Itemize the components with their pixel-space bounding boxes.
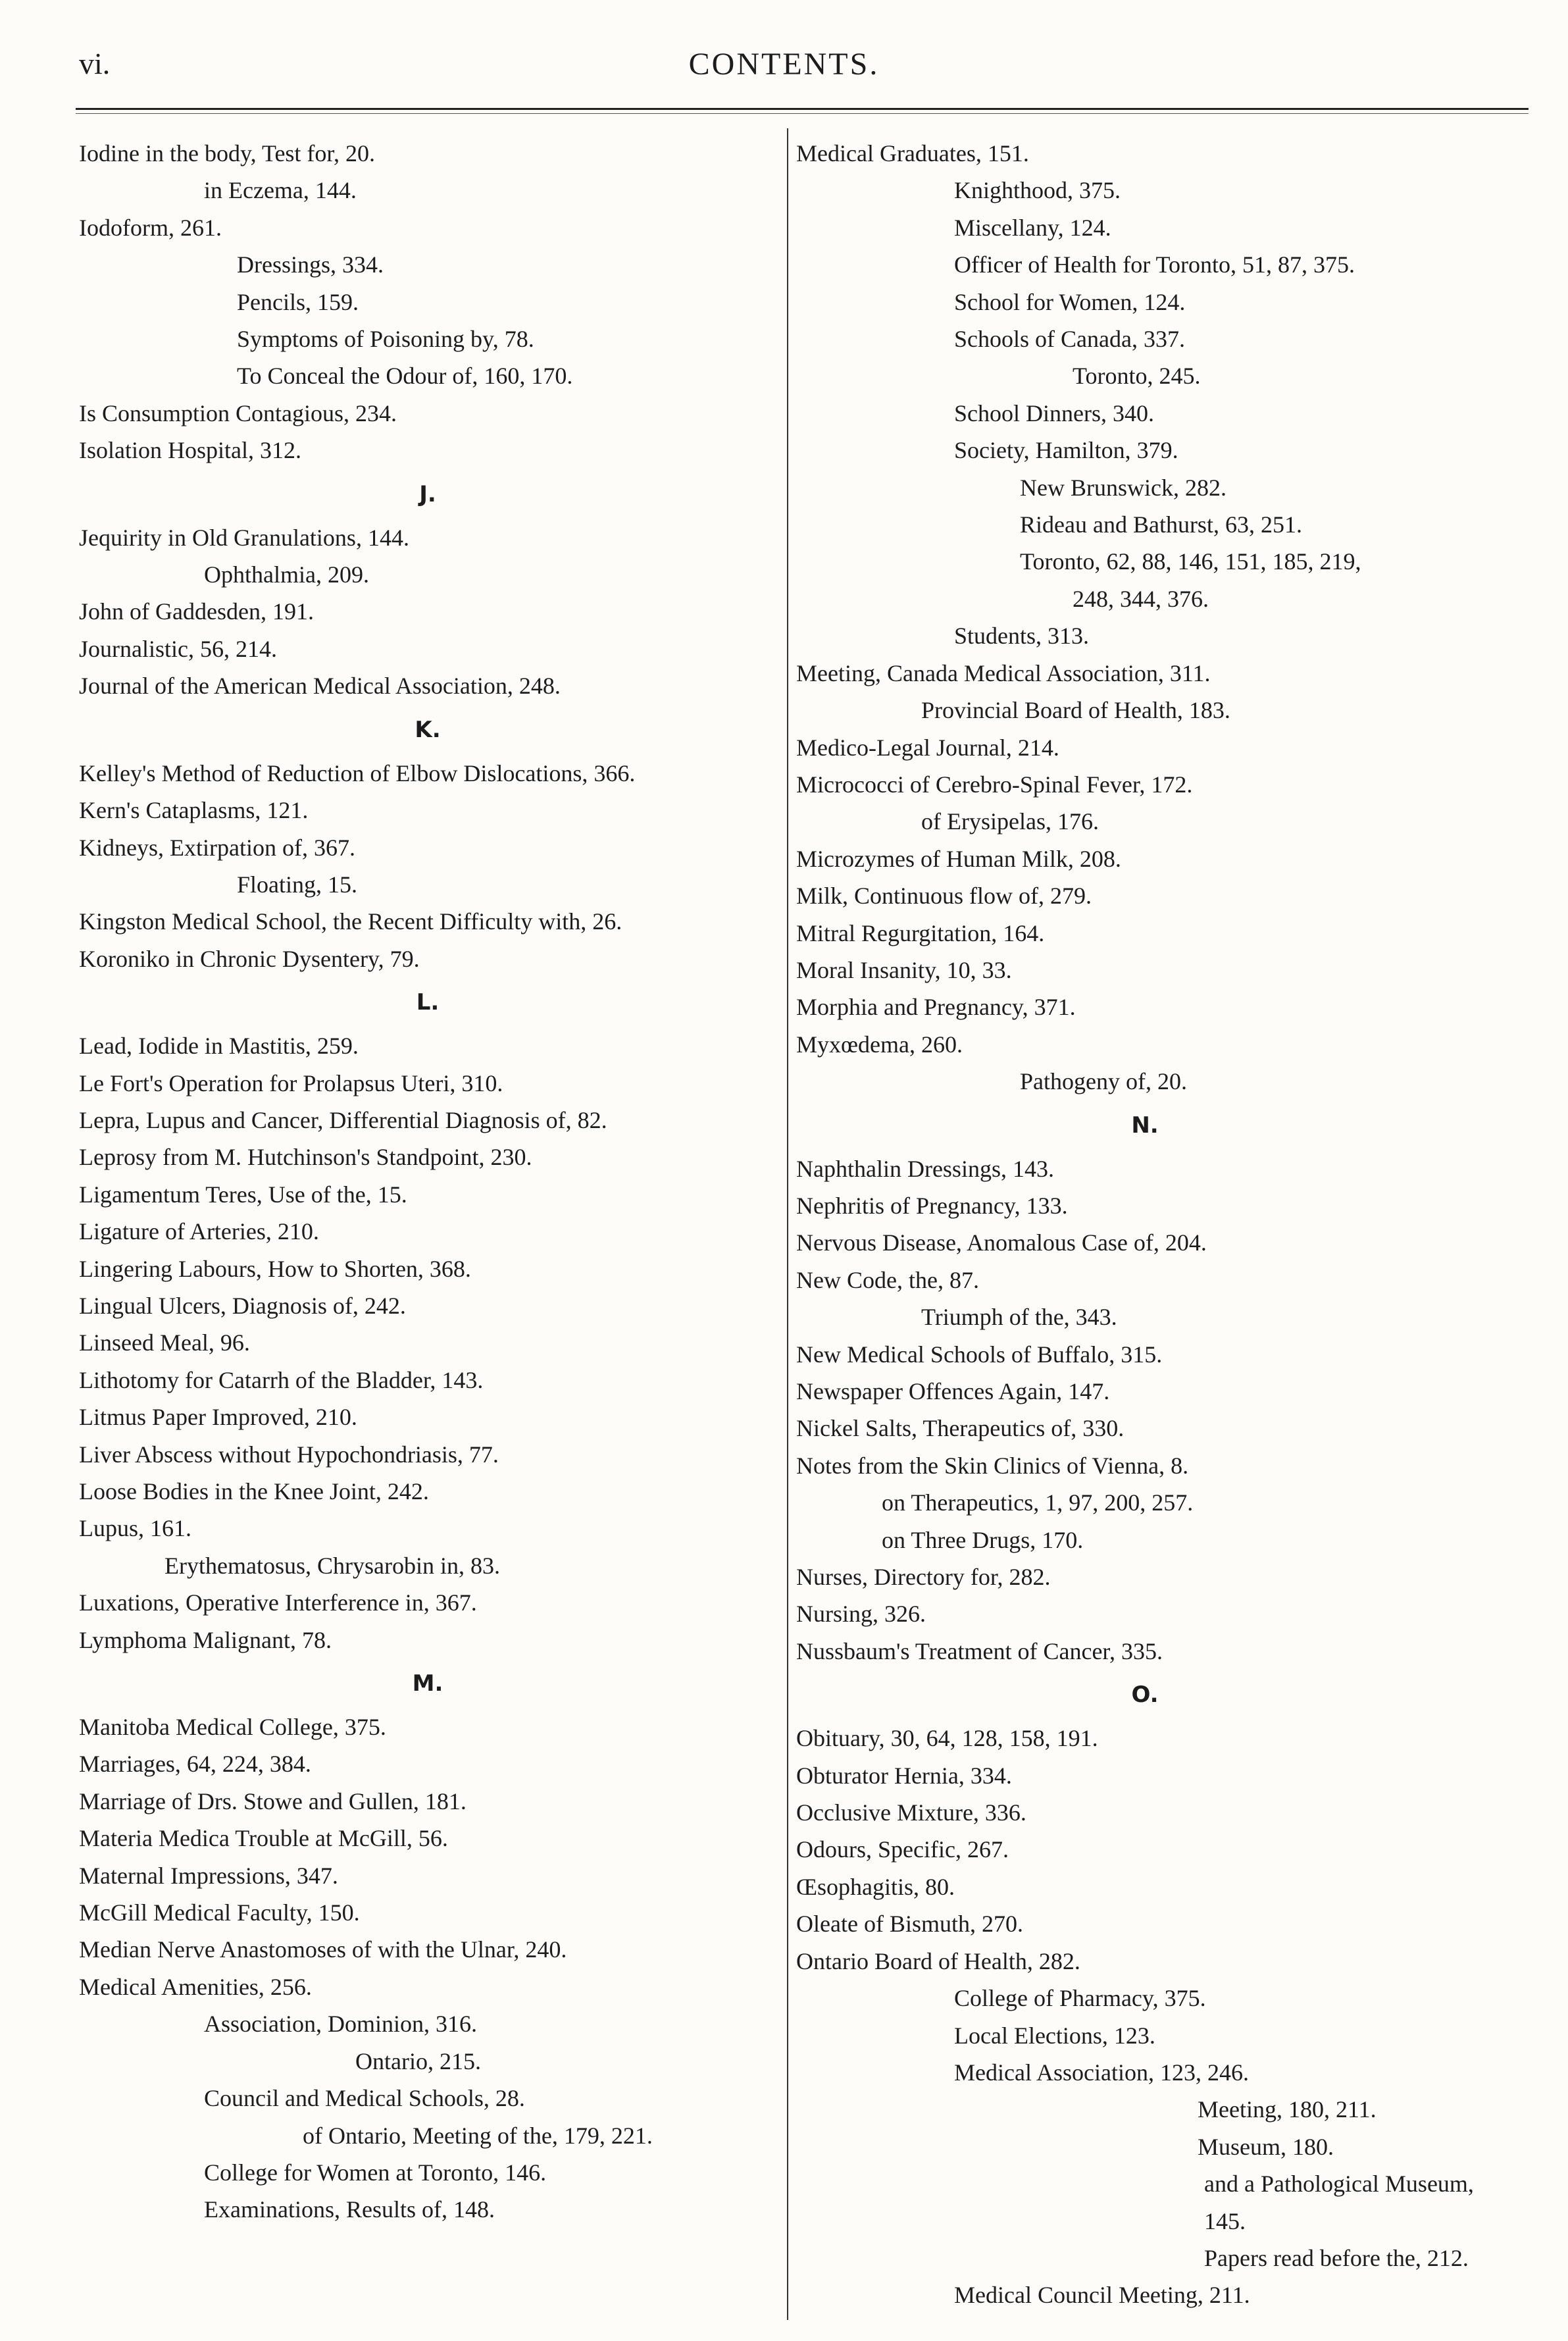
index-entry: Le Fort's Operation for Prolapsus Uteri, 310.: [79, 1069, 503, 1096]
index-subentry: Knighthood, 375.: [954, 177, 1121, 204]
index-subentry: Papers read before the, 212.: [1204, 2244, 1469, 2271]
section-letter-heading: O.: [1131, 1682, 1159, 1709]
index-subentry: Officer of Health for Toronto, 51, 87, 375.: [954, 251, 1355, 278]
index-entry: Kern's Cataplasms, 121.: [79, 797, 309, 824]
index-entry: Koroniko in Chronic Dysentery, 79.: [79, 945, 420, 972]
index-subentry: Medical Association, 123, 246.: [954, 2059, 1249, 2086]
section-letter-heading: J.: [419, 480, 436, 507]
index-entry: Lead, Iodide in Mastitis, 259.: [79, 1033, 359, 1060]
index-entry: Nephritis of Pregnancy, 133.: [796, 1192, 1068, 1219]
index-column-left: [79, 135, 776, 2228]
index-entry: Nursing, 326.: [796, 1601, 926, 1628]
index-entry: Ontario Board of Health, 282.: [796, 1947, 1080, 1974]
index-subentry: Toronto, 62, 88, 146, 151, 185, 219,: [1020, 548, 1361, 575]
index-subentry: College of Pharmacy, 375.: [954, 1985, 1206, 2012]
index-entry: Lymphoma Malignant, 78.: [79, 1626, 332, 1653]
index-entry: Lithotomy for Catarrh of the Bladder, 143.: [79, 1366, 484, 1393]
index-entry: New Code, the, 87.: [796, 1266, 979, 1293]
index-subentry: Pencils, 159.: [237, 288, 359, 315]
index-entry: Kelley's Method of Reduction of Elbow Dislocations, 366.: [79, 759, 636, 786]
index-entry: Naphthalin Dressings, 143.: [796, 1155, 1054, 1182]
index-subentry: Dressings, 334.: [237, 251, 384, 278]
index-subentry: Council and Medical Schools, 28.: [204, 2085, 525, 2112]
index-entry: Lingual Ulcers, Diagnosis of, 242.: [79, 1292, 406, 1319]
index-entry: Lingering Labours, How to Shorten, 368.: [79, 1255, 471, 1282]
index-entry: Manitoba Medical College, 375.: [79, 1714, 386, 1741]
index-subentry: Local Elections, 123.: [954, 2022, 1155, 2049]
index-entry: Iodine in the body, Test for, 20.: [79, 140, 375, 167]
index-entry: Liver Abscess without Hypochondriasis, 77.: [79, 1441, 499, 1468]
index-subentry: in Eczema, 144.: [204, 177, 357, 204]
index-subentry: on Therapeutics, 1, 97, 200, 257.: [882, 1489, 1194, 1516]
index-entry: Jequirity in Old Granulations, 144.: [79, 524, 409, 551]
section-letter-heading: L.: [416, 989, 440, 1016]
index-entry: Meeting, Canada Medical Association, 311.: [796, 659, 1211, 686]
header-rule-thin: [76, 113, 1529, 114]
index-subentry: School Dinners, 340.: [954, 399, 1154, 426]
index-entry: New Medical Schools of Buffalo, 315.: [796, 1341, 1163, 1368]
index-entry: Medical Graduates, 151.: [796, 140, 1029, 167]
index-entry: Morphia and Pregnancy, 371.: [796, 994, 1076, 1021]
index-subentry: Museum, 180.: [1198, 2133, 1334, 2160]
index-entry: Litmus Paper Improved, 210.: [79, 1404, 357, 1431]
index-entry: Milk, Continuous flow of, 279.: [796, 883, 1092, 910]
index-entry: Notes from the Skin Clinics of Vienna, 8.: [796, 1452, 1189, 1479]
index-subentry: Triumph of the, 343.: [921, 1304, 1117, 1331]
index-entry: Marriage of Drs. Stowe and Gullen, 181.: [79, 1788, 467, 1814]
index-subentry: Floating, 15.: [237, 871, 358, 898]
index-entry: Myxœdema, 260.: [796, 1031, 963, 1058]
index-subentry: Schools of Canada, 337.: [954, 326, 1185, 353]
index-subentry: College for Women at Toronto, 146.: [204, 2159, 547, 2186]
section-letter-heading: N.: [1131, 1112, 1159, 1139]
index-subentry: Students, 313.: [954, 623, 1090, 650]
index-entry: Mitral Regurgitation, 164.: [796, 919, 1045, 946]
index-entry: Maternal Impressions, 347.: [79, 1862, 338, 1889]
index-subentry: Medical Council Meeting, 211.: [954, 2282, 1250, 2309]
index-entry: Ligamentum Teres, Use of the, 15.: [79, 1181, 407, 1208]
index-column-right: [796, 135, 1494, 2314]
index-entry: Leprosy from M. Hutchinson's Standpoint, 230.: [79, 1144, 532, 1171]
index-entry: Materia Medica Trouble at McGill, 56.: [79, 1825, 448, 1852]
index-subentry: Ontario, 215.: [355, 2047, 481, 2074]
index-subentry: Erythematosus, Chrysarobin in, 83.: [164, 1552, 500, 1579]
index-entry: Kidneys, Extirpation of, 367.: [79, 834, 355, 861]
index-entry: Medico-Legal Journal, 214.: [796, 734, 1059, 761]
index-subentry: Symptoms of Poisoning by, 78.: [237, 326, 534, 353]
section-letter-heading: K.: [415, 716, 441, 743]
index-subentry: Association, Dominion, 316.: [204, 2011, 477, 2038]
index-entry: Newspaper Offences Again, 147.: [796, 1378, 1110, 1404]
index-subentry: of Ontario, Meeting of the, 179, 221.: [303, 2122, 653, 2149]
index-entry: Oleate of Bismuth, 270.: [796, 1911, 1023, 1938]
index-entry: Micrococci of Cerebro-Spinal Fever, 172.: [796, 771, 1193, 798]
index-subentry: Examinations, Results of, 148.: [204, 2196, 495, 2223]
index-entry: Obituary, 30, 64, 128, 158, 191.: [796, 1725, 1098, 1752]
index-entry: Ligature of Arteries, 210.: [79, 1218, 319, 1245]
index-entry: Nussbaum's Treatment of Cancer, 335.: [796, 1637, 1163, 1664]
index-subentry: Ophthalmia, 209.: [204, 561, 369, 588]
index-entry: Median Nerve Anastomoses of with the Ulnar, 240.: [79, 1936, 567, 1963]
index-entry: Nervous Disease, Anomalous Case of, 204.: [796, 1229, 1207, 1256]
index-entry: Obturator Hernia, 334.: [796, 1762, 1012, 1789]
page-title: CONTENTS.: [688, 47, 880, 82]
index-subentry: School for Women, 124.: [954, 288, 1186, 315]
index-entry: Nickel Salts, Therapeutics of, 330.: [796, 1415, 1125, 1442]
index-entry: Lupus, 161.: [79, 1515, 191, 1542]
index-subentry: Miscellany, 124.: [954, 214, 1111, 241]
index-entry: Microzymes of Human Milk, 208.: [796, 845, 1121, 872]
index-entry: John of Gaddesden, 191.: [79, 598, 314, 625]
index-entry: Linseed Meal, 96.: [79, 1329, 250, 1356]
index-entry: Odours, Specific, 267.: [796, 1836, 1009, 1863]
index-entry: Journalistic, 56, 214.: [79, 635, 277, 662]
index-subentry: Provincial Board of Health, 183.: [921, 697, 1230, 724]
index-entry: Luxations, Operative Interference in, 367.: [79, 1589, 477, 1616]
index-subentry: Toronto, 245.: [1073, 363, 1201, 390]
index-entry: Isolation Hospital, 312.: [79, 437, 301, 464]
index-entry: Marriages, 64, 224, 384.: [79, 1751, 311, 1778]
index-entry: Occlusive Mixture, 336.: [796, 1799, 1026, 1826]
index-entry: Iodoform, 261.: [79, 214, 222, 241]
index-subentry: and a Pathological Museum, 145.: [1204, 2171, 1474, 2234]
index-entry: Lepra, Lupus and Cancer, Differential Diagnosis of, 82.: [79, 1106, 607, 1133]
index-subentry: of Erysipelas, 176.: [921, 808, 1099, 835]
index-entry: Medical Amenities, 256.: [79, 1973, 312, 2000]
index-subentry: Pathogeny of, 20.: [1020, 1068, 1187, 1095]
index-subentry: Society, Hamilton, 379.: [954, 437, 1178, 464]
index-entry: Nurses, Directory for, 282.: [796, 1564, 1051, 1591]
index-subentry: To Conceal the Odour of, 160, 170.: [237, 363, 573, 390]
index-subentry: Meeting, 180, 211.: [1198, 2096, 1377, 2123]
section-letter-heading: M.: [412, 1670, 443, 1697]
column-divider: [787, 128, 788, 2320]
index-entry: Loose Bodies in the Knee Joint, 242.: [79, 1478, 429, 1505]
index-entry: Œsophagitis, 80.: [796, 1873, 955, 1900]
index-entry: Is Consumption Contagious, 234.: [79, 399, 397, 426]
page-number: vi.: [79, 47, 111, 80]
index-subentry: on Three Drugs, 170.: [882, 1526, 1084, 1553]
index-entry: Moral Insanity, 10, 33.: [796, 956, 1012, 983]
header-rule: [76, 108, 1529, 110]
index-entry: Journal of the American Medical Association, 248.: [79, 673, 561, 700]
index-subentry: 248, 344, 376.: [1073, 585, 1209, 612]
index-entry: McGill Medical Faculty, 150.: [79, 1899, 360, 1926]
index-subentry: New Brunswick, 282.: [1020, 474, 1227, 501]
index-entry: Kingston Medical School, the Recent Difficulty with, 26.: [79, 908, 622, 935]
index-subentry: Rideau and Bathurst, 63, 251.: [1020, 511, 1302, 538]
